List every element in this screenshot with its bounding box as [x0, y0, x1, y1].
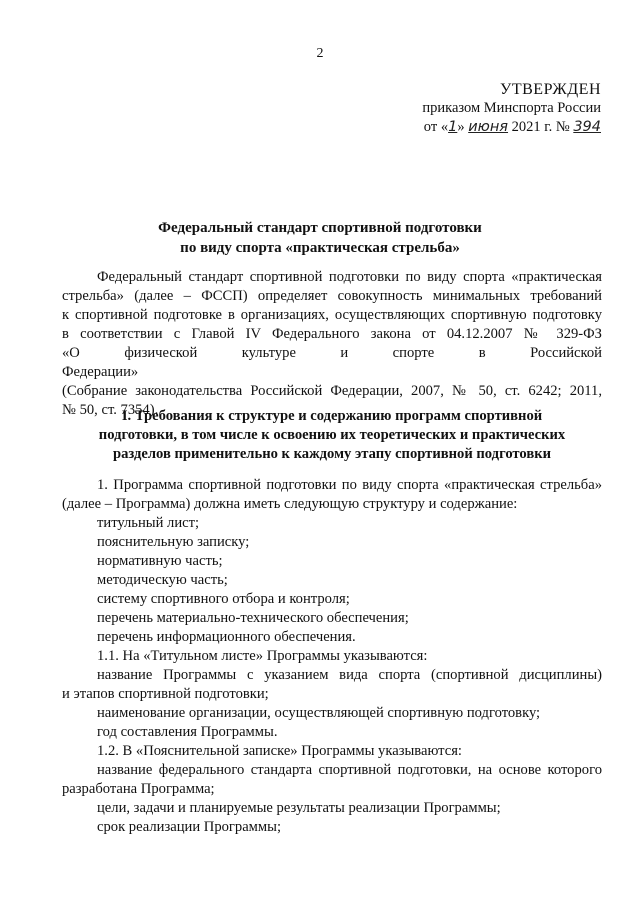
approval-block — [341, 80, 601, 137]
title-line-2: по виду спорта «практическая стрельба» — [180, 240, 460, 256]
date-year-no: 2021 г. № — [508, 119, 574, 135]
content-line: цели, задачи и планируемые результаты реализации Программы; — [97, 800, 501, 816]
approval-heading: УТВЕРЖДЕН — [500, 81, 601, 98]
title-line-1: Федеральный стандарт спортивной подготовки — [158, 220, 482, 236]
section-line-3: разделов применительно к каждому этапу спортивной подготовки — [112, 446, 552, 462]
intro-line: в соответствии с Главой IV Федерального закона от 04.12.2007 № 329-ФЗ — [62, 326, 602, 342]
list-item: нормативную часть; — [97, 553, 223, 569]
list-item: методическую часть; — [97, 572, 228, 588]
list-item: систему спортивного отбора и контроля; — [97, 591, 350, 607]
section-line-1: I. Требования к структуре и содержанию программ спортивной — [121, 408, 543, 424]
subsection-heading: 1.2. В «Пояснительной записке» Программы указываются: — [97, 743, 462, 759]
list-item: пояснительную записку; — [97, 534, 250, 550]
section-line-2: подготовки, в том числе к освоению их теоретических и практических — [98, 427, 566, 443]
date-prefix: от « — [423, 119, 449, 135]
content-line: название Программы с указанием вида спорта (спортивной дисциплины) — [97, 667, 602, 683]
content-line: (далее – Программа) должна иметь следующую структуру и содержание: — [62, 496, 518, 512]
list-item: перечень информационного обеспечения. — [97, 629, 356, 645]
content-line: название федерального стандарта спортивной подготовки, на основе которого — [97, 762, 602, 778]
intro-line: стрельба» (далее – ФССП) определяет совокупность минимальных требований — [62, 288, 602, 304]
intro-paragraph — [62, 268, 602, 420]
intro-line: «О физической культуре и спорте в Российской Федерации» — [62, 345, 602, 380]
content-line: и этапов спортивной подготовки; — [62, 686, 269, 702]
intro-line: к спортивной подготовке в организациях, осуществляющих спортивную подготовку — [62, 307, 602, 323]
intro-line: № 50, ст. 7354). — [62, 402, 159, 418]
content-line: наименование организации, осуществляющей спортивную подготовку; — [97, 705, 541, 721]
section-heading — [62, 407, 602, 464]
handwritten-day: 1 — [448, 119, 458, 135]
approval-order-line: приказом Минспорта России — [422, 100, 601, 116]
list-item: титульный лист; — [97, 515, 200, 531]
handwritten-month: июня — [468, 119, 509, 135]
page-number: 2 — [316, 46, 324, 61]
date-mid: » — [457, 119, 469, 135]
content-line: год составления Программы. — [97, 724, 278, 740]
list-item: перечень материально-технического обеспечения; — [97, 610, 409, 626]
content-line: 1. Программа спортивной подготовки по виду спорта «практическая стрельба» — [97, 477, 602, 493]
approval-date-line — [341, 118, 601, 137]
document-title — [0, 218, 640, 258]
intro-line: (Собрание законодательства Российской Федерации, 2007, № 50, ст. 6242; 2011, — [62, 383, 602, 399]
intro-line: Федеральный стандарт спортивной подготовки по виду спорта «практическая — [97, 269, 602, 285]
content-line: разработана Программа; — [62, 781, 215, 797]
handwritten-order-number: 394 — [573, 119, 601, 135]
section-content — [62, 476, 602, 837]
content-line: срок реализации Программы; — [97, 819, 282, 835]
subsection-heading: 1.1. На «Титульном листе» Программы указываются: — [97, 648, 428, 664]
